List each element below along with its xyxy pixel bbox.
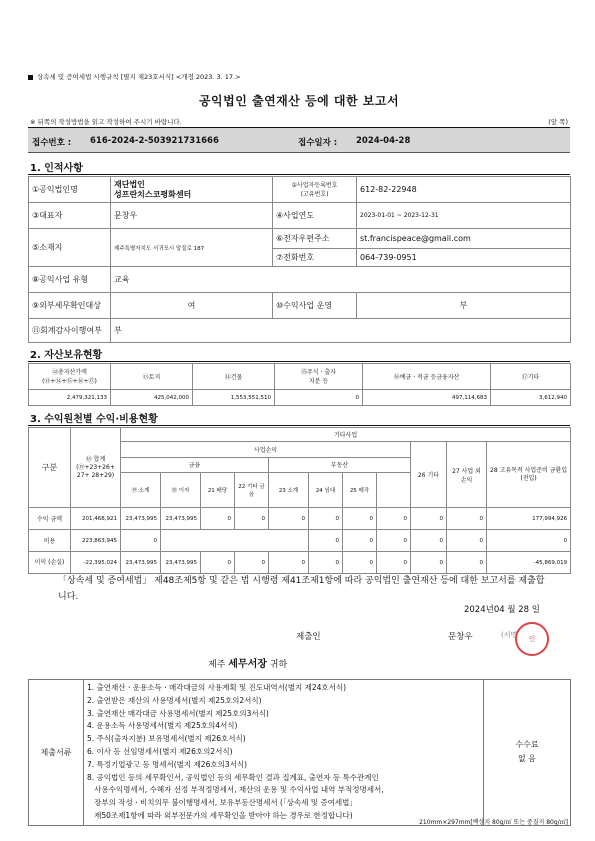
h-realestate: 부동산 (269, 457, 411, 473)
list-item: 1. 출연재산ㆍ운용소득ㆍ매각대금의 사용계획 및 진도내역서(별지 제24호서식) (87, 683, 347, 692)
form-reference-text: 상속세 및 증여세법 시행규칙 [별지 제23호서식] <개정 2023. 3. 17.> (37, 73, 241, 81)
audit-value: 부 (111, 319, 571, 343)
h-deposit: ⑯예금ㆍ적금 등금융자산 (363, 364, 491, 390)
submission-statement: 「상속세 및 증여세법」 제48조제5항 및 같은 법 시행령 제41조제1항에 따라 공익법인 출연재산 등에 대한 보고서를 제출합니다. (58, 576, 545, 602)
rep-value: 문창우 (111, 203, 273, 229)
org-name-line1: 재단법인 (114, 179, 145, 189)
type-label: ⑧공익사업 유형 (29, 267, 111, 293)
assets-table (28, 363, 571, 406)
section-3-heading: 3. 수익원천별 수익·비용현황 (28, 406, 570, 426)
building-value: 1,553,551,510 (193, 390, 275, 406)
table-row (29, 508, 571, 530)
submitter-label: 제출인 (296, 632, 321, 642)
income-27: 0 (411, 508, 447, 530)
section-1-heading: 1. 인적사항 (28, 155, 570, 175)
stock-value: 0 (275, 390, 363, 406)
recipient-suffix: 귀하 (269, 660, 288, 670)
list-item: 사용수익명세서, 수혜자 선정 부적정명세서, 재산의 운용 및 수익사업 내역 부적정명세서, (87, 785, 384, 795)
expense-27: 0 (447, 530, 487, 552)
row-label-income: 수익 금액 (29, 508, 71, 530)
year-label: ④사업연도 (273, 203, 357, 229)
h-col-20: ⑳ 이자 (161, 473, 201, 508)
receipt-date: 2024-04-28 (356, 136, 411, 146)
h-col-22: 22 기타 금융 (235, 473, 269, 508)
seal-stamp-icon: 인 (515, 622, 549, 656)
list-item: 4. 운용소득 사용명세서(별지 제25호의4서식) (87, 721, 238, 731)
documents-list (87, 682, 480, 823)
list-item: 8. 공익법인 등의 세무확인서, 공익법인 등의 세무확인 결과 집계표, 출연자 등 특수관계인 (87, 772, 379, 782)
other-asset-value: 3,612,940 (491, 390, 571, 406)
submission-date: 2024년04 월 28 일 (463, 605, 540, 615)
land-value: 425,042,000 (111, 390, 193, 406)
list-item: 5. 주식(출자지분) 보유명세서(별지 제26호서식) (87, 734, 246, 744)
list-item: 2. 출연받은 재산의 사용명세서(별지 제25호의2서식) (87, 695, 262, 705)
deposit-value: 497,114,683 (363, 390, 491, 406)
income-19: 23,473,995 (121, 508, 161, 530)
phone-value: 064-739-0951 (357, 249, 571, 267)
income-24: 0 (309, 508, 343, 530)
expense-23: 0 (309, 530, 343, 552)
income-21: 0 (201, 508, 235, 530)
receipt-bar (28, 127, 570, 153)
ext-value: 여 (111, 293, 273, 319)
recipient (208, 655, 287, 670)
expense-28: 0 (487, 530, 571, 552)
h-col-25: 25 매각 (343, 473, 377, 508)
expense-24: 0 (343, 530, 377, 552)
receipt-number: 616-2024-2-503921731666 (90, 136, 219, 146)
income-29: 177,994,926 (487, 508, 571, 530)
type-value: 교육 (111, 267, 571, 293)
profit-28: 0 (447, 552, 487, 574)
signature-note: (서명 (501, 631, 518, 639)
profit-21: 0 (201, 552, 235, 574)
h-col-23: 23 소계 (269, 473, 309, 508)
profit-23: 0 (269, 552, 309, 574)
email-value: st.francispeace@gmail.com (357, 229, 571, 249)
expense-total: 223,863,945 (71, 530, 121, 552)
page-title: 공익법인 출연재산 등에 대한 보고서 (198, 94, 400, 108)
org-name-line2: 성프란치스코평화센터 (114, 189, 192, 199)
recipient-office: 세무서장 (228, 659, 267, 670)
report-page (28, 0, 570, 841)
recipient-prefix: 제주 (208, 660, 226, 670)
biz-no-value: 612-82-22948 (357, 177, 571, 203)
fee-value: 없 음 (518, 754, 536, 764)
profit-19: 23,473,995 (121, 552, 161, 574)
square-bullet-icon (28, 75, 33, 80)
org-name-label: ①공익법인명 (29, 177, 111, 203)
profit-20: 23,473,995 (161, 552, 201, 574)
table-row (29, 552, 571, 574)
expense-19: 0 (121, 530, 161, 552)
h-other: ⑰기타 (491, 364, 571, 390)
documents-label: 제출서류 (29, 680, 84, 826)
list-item: 7. 특정기업광고 등 명세서(별지 제26호의3서식) (87, 759, 248, 769)
form-reference (28, 72, 241, 81)
h-stock: ⑮주식ㆍ출자 (301, 368, 336, 376)
submitter-name: 문창우 (448, 632, 473, 642)
receipt-date-label: 접수일자 : (298, 138, 338, 148)
income-25: 0 (343, 508, 377, 530)
profit-27: 0 (411, 552, 447, 574)
ext-label: ⑨외부세무확인대상 (29, 293, 111, 319)
profit-25: 0 (343, 552, 377, 574)
expense-26: 0 (411, 530, 447, 552)
row-label-expense: 비용 (29, 530, 71, 552)
addr-label: ⑤소재지 (29, 229, 111, 267)
profit-29: -45,869,019 (487, 552, 571, 574)
biz-no-label-sub: (고유번호) (300, 190, 329, 198)
year-value: 2023-01-01 ~ 2023-12-31 (357, 203, 571, 229)
profit-total: -22,395,024 (71, 552, 121, 574)
page-side: (앞 쪽) (548, 118, 568, 126)
h-division: 구분 (29, 428, 71, 508)
income-23: 0 (269, 508, 309, 530)
profit-22: 0 (235, 552, 269, 574)
h-col-26: 26 기타 (411, 442, 447, 508)
h-col-19: ⑲ 소계 (121, 473, 161, 508)
documents-table (28, 679, 571, 826)
expense-finance-blank (161, 530, 309, 552)
list-item: 3. 출연재산 매각대금 사용명세서(별지 제25호의3서식) (87, 708, 269, 718)
phone-label: ⑦전화번호 (273, 249, 357, 267)
addr-value: 제주특별자치도 서귀포시 말질로 187 (111, 229, 273, 267)
income-table (28, 427, 571, 574)
h-finance: 금융 (121, 457, 269, 473)
h-stock-sub: 지분 등 (308, 377, 329, 385)
h-col-21: 21 배당 (201, 473, 235, 508)
audit-label: ⑪회계감사이행여부 (29, 319, 111, 343)
h-land: ⑬토지 (111, 364, 193, 390)
table-row (29, 530, 571, 552)
income-20: 23,473,995 (161, 508, 201, 530)
profit-label: ⑩수익사업 운영 (273, 293, 357, 319)
income-26: 0 (377, 508, 411, 530)
h-business-income: 사업손익 (121, 442, 411, 458)
receipt-number-label: 접수번호 : (32, 138, 72, 148)
paper-spec: 210mm×297mm[백상지 80g/㎡ 또는 중질지 80g/㎡] (419, 819, 568, 826)
list-item: 제50조제1항에 따라 외부전문가의 세무확인을 받아야 하는 경우로 한정합니다) (87, 810, 353, 820)
instruction-note: ※ 뒤쪽의 작성방법을 읽고 작성하여 주시기 바랍니다. (30, 118, 182, 126)
h-total-assets-formula: (⑬+⑭+⑮+⑯+⑰) (42, 377, 97, 385)
h-col-28: 28 고유목적 사업준비 금환입 (전입) (487, 442, 571, 508)
h-sum-total: ⑱ 합계 (⑲+23+26+ 27+ 28+29) (71, 428, 121, 508)
profit-26: 0 (377, 552, 411, 574)
biz-no-label: ②사업자등록번호 (291, 181, 338, 189)
profit-24: 0 (309, 552, 343, 574)
list-item: 6. 이사 등 선임명세서(별지 제26호의2서식) (87, 746, 233, 756)
email-label: ⑥전자우편주소 (273, 229, 357, 249)
personal-info-table (28, 176, 571, 343)
row-label-profit: 이익 (손실) (29, 552, 71, 574)
h-other-business: 기타사업 (121, 428, 571, 442)
income-22: 0 (235, 508, 269, 530)
profit-value: 부 (357, 293, 571, 319)
section-2-heading: 2. 자산보유현황 (28, 342, 570, 362)
expense-25: 0 (377, 530, 411, 552)
h-total-assets: ⑫총자산가액 (52, 368, 87, 376)
rep-label: ③대표자 (29, 203, 111, 229)
h-col-27: 27 사업 외 손익 (447, 442, 487, 508)
fee-label: 수수료 (515, 740, 539, 750)
h-building: ⑭건물 (193, 364, 275, 390)
income-total: 201,468,921 (71, 508, 121, 530)
h-col-24: 24 임대 (309, 473, 343, 508)
list-item: 장부의 작성ㆍ비치의무 불이행명세서, 보유부동산명세서 (「상속세 및 증여세법」 (87, 798, 357, 808)
income-28: 0 (447, 508, 487, 530)
total-assets-value: 2,479,321,133 (29, 390, 111, 406)
